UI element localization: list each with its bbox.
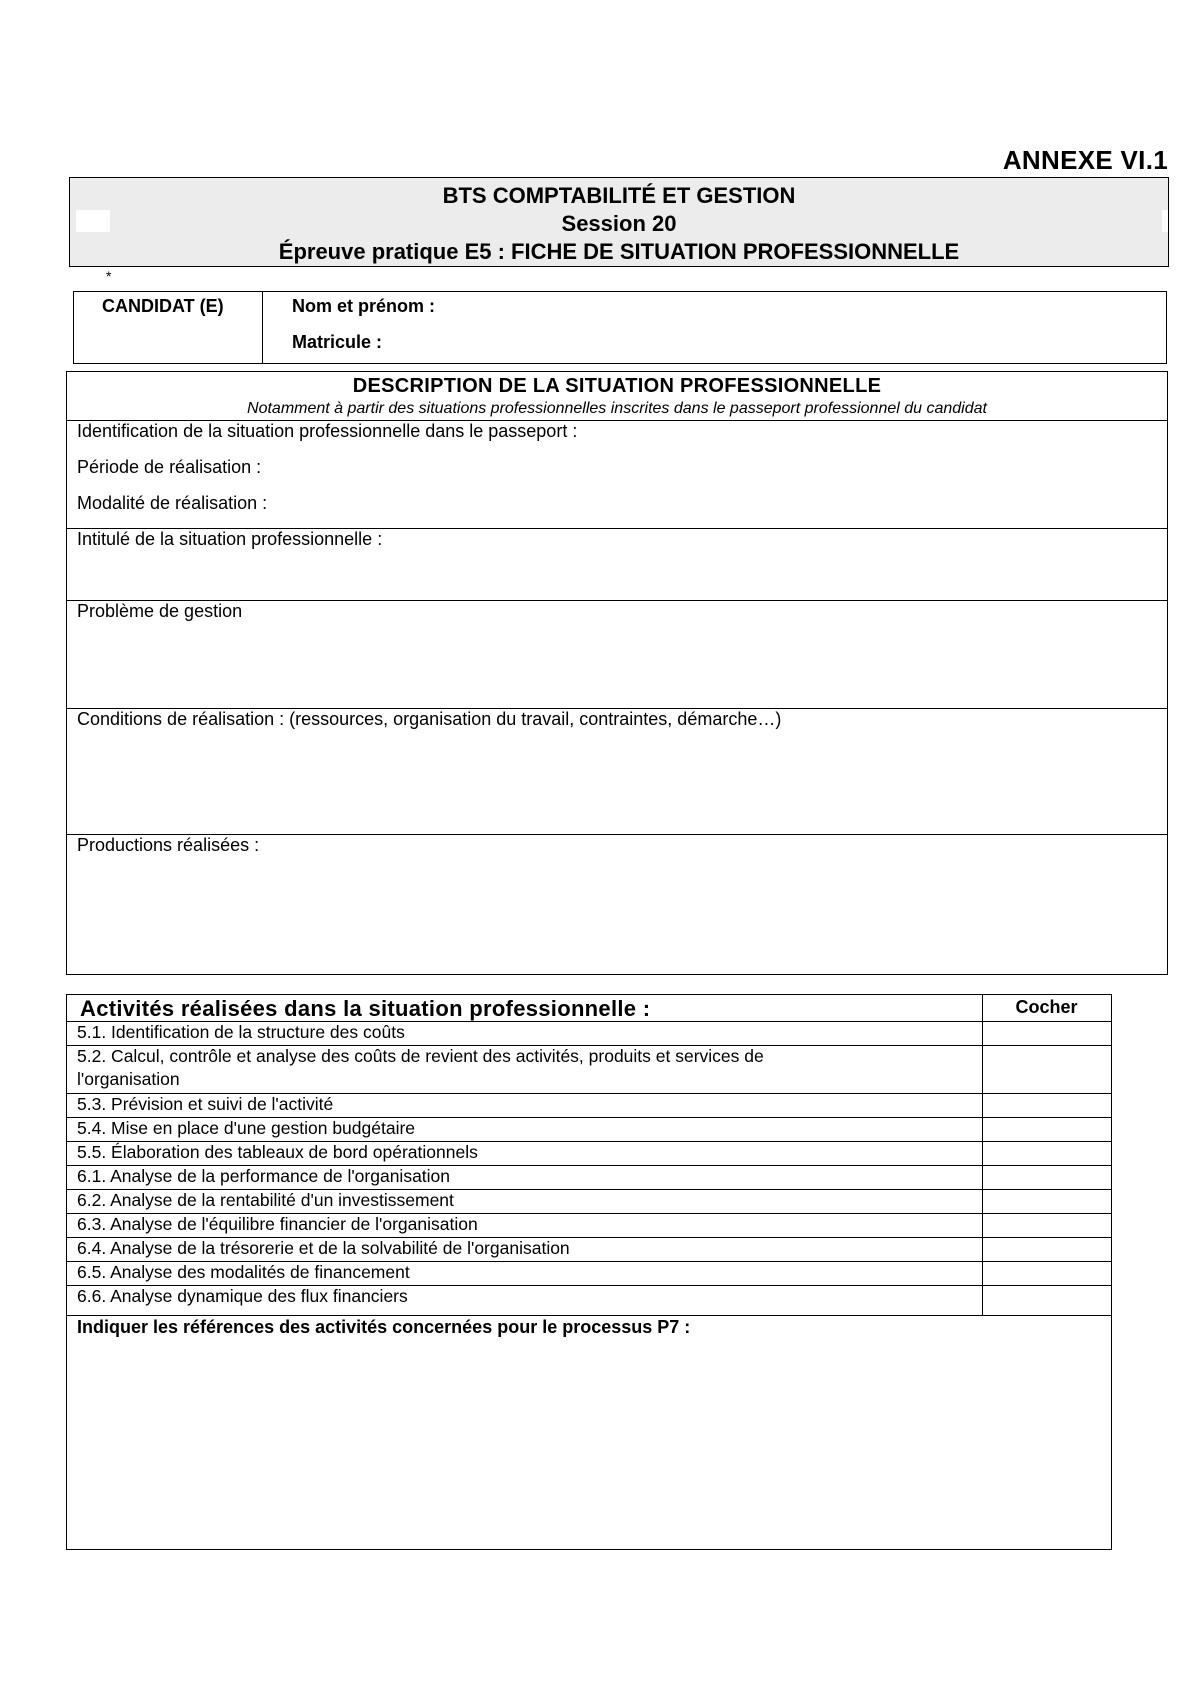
asterisk-note: *	[106, 268, 112, 284]
activity-row: 6.2. Analyse de la rentabilité d'un investissement	[77, 1190, 454, 1210]
activity-row: 5.2. Calcul, contrôle et analyse des coûts de revient des activités, produits et services de	[77, 1046, 764, 1066]
productions-field[interactable]: Productions réalisées :	[77, 835, 260, 855]
diploma-title: BTS COMPTABILITÉ ET GESTION	[442, 183, 796, 208]
identification-field[interactable]: Identification de la situation professionnelle dans le passeport :	[77, 421, 578, 441]
exam-title: Épreuve pratique E5 : FICHE DE SITUATION PROFESSIONNELLE	[278, 239, 960, 264]
candidate-divider	[262, 292, 263, 363]
intitule-field[interactable]: Intitulé de la situation professionnelle :	[77, 529, 383, 549]
check-column-header: Cocher	[1015, 997, 1078, 1017]
name-field-label[interactable]: Nom et prénom :	[292, 296, 436, 316]
activity-row: 5.3. Prévision et suivi de l'activité	[77, 1094, 334, 1114]
activity-row: 5.4. Mise en place d'une gestion budgétaire	[77, 1118, 416, 1138]
activity-row: 6.4. Analyse de la trésorerie et de la solvabilité de l'organisation	[77, 1238, 570, 1258]
activity-row: 6.6. Analyse dynamique des flux financiers	[77, 1286, 408, 1306]
activity-row: 6.1. Analyse de la performance de l'organisation	[77, 1166, 451, 1186]
activities-table	[66, 994, 1112, 1550]
session-line: Session 20	[561, 211, 677, 236]
candidate-label: CANDIDAT (E)	[102, 296, 224, 316]
activity-row-continuation: l'organisation	[77, 1069, 180, 1089]
activity-row: 6.5. Analyse des modalités de financement	[77, 1262, 410, 1282]
description-section	[66, 371, 1168, 975]
activities-title: Activités réalisées dans la situation professionnelle :	[80, 996, 651, 1021]
activity-row: 5.5. Élaboration des tableaux de bord opérationnels	[77, 1142, 478, 1162]
activity-row: 6.3. Analyse de l'équilibre financier de l'organisation	[77, 1214, 478, 1234]
activity-row: 5.1. Identification de la structure des coûts	[77, 1022, 405, 1042]
conditions-field[interactable]: Conditions de réalisation : (ressources, organisation du travail, contraintes, démarche…)	[77, 709, 782, 729]
check-column-divider	[982, 995, 983, 1315]
description-subtitle: Notamment à partir des situations professionnelles inscrites dans le passeport professionnel du candidat	[247, 400, 987, 417]
header-mark	[1162, 210, 1168, 232]
candidate-box	[73, 291, 1167, 364]
row-divider	[67, 1315, 1111, 1316]
matricule-field-label[interactable]: Matricule :	[292, 332, 383, 352]
modalite-field[interactable]: Modalité de réalisation :	[77, 493, 268, 513]
probleme-field[interactable]: Problème de gestion	[77, 601, 243, 621]
periode-field[interactable]: Période de réalisation :	[77, 457, 262, 477]
document-header	[69, 177, 1169, 267]
header-mark	[76, 210, 110, 232]
annex-title: ANNEXE VI.1	[1002, 145, 1168, 175]
references-field[interactable]: Indiquer les références des activités concernées pour le processus P7 :	[77, 1317, 691, 1337]
description-title: DESCRIPTION DE LA SITUATION PROFESSIONNELLE	[352, 375, 882, 397]
